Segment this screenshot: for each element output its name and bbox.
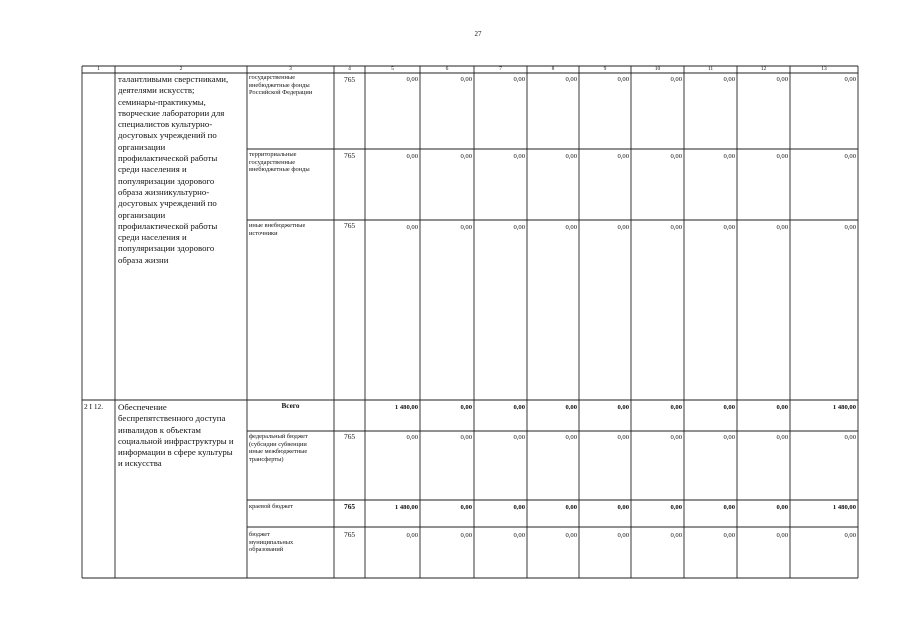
description-line: талантливыми сверстниками, bbox=[118, 74, 229, 84]
value-cell: 0,00 bbox=[670, 504, 682, 511]
description-line: беспрепятственного доступа bbox=[118, 413, 226, 424]
value-cell: 0,00 bbox=[670, 153, 682, 160]
value-cell: 0,00 bbox=[776, 434, 788, 441]
value-cell: 0,00 bbox=[723, 532, 735, 539]
description-line: досуговых учреждений по bbox=[118, 198, 217, 209]
funding-source bbox=[249, 531, 334, 554]
value-cell: 0,00 bbox=[776, 153, 788, 160]
activity-description bbox=[118, 74, 246, 266]
source-line: государственные bbox=[249, 74, 296, 81]
value-cell: 0,00 bbox=[776, 504, 788, 511]
source-line: государственные bbox=[249, 158, 296, 166]
value-cell: 0,00 bbox=[844, 76, 856, 83]
funding-source bbox=[249, 74, 334, 97]
value-cell: 0,00 bbox=[723, 504, 735, 511]
value-cell: 0,00 bbox=[513, 224, 525, 231]
value-cell: 1 480,00 bbox=[394, 504, 418, 511]
source-line: Российской Федерации bbox=[249, 89, 313, 97]
description-line: среди населения и bbox=[118, 232, 187, 243]
value-cell: 0,00 bbox=[844, 434, 856, 441]
source-line: иные внебюджетные bbox=[249, 222, 306, 229]
row-number: 2 I 12. bbox=[84, 402, 104, 411]
funding-source bbox=[249, 222, 334, 237]
value-cell: 0,00 bbox=[723, 153, 735, 160]
value-cell: 0,00 bbox=[460, 434, 472, 441]
value-cell: 0,00 bbox=[776, 532, 788, 539]
value-cell: 0,00 bbox=[723, 76, 735, 83]
value-cell: 0,00 bbox=[844, 224, 856, 231]
value-cell: 0,00 bbox=[844, 153, 856, 160]
funding-source bbox=[249, 433, 334, 463]
column-number: 2 bbox=[179, 66, 183, 72]
source-line: иные межбюджетные bbox=[249, 448, 308, 456]
value-cell: 0,00 bbox=[617, 404, 629, 411]
description-line: Обеспечение bbox=[118, 402, 167, 412]
value-cell: 0,00 bbox=[565, 76, 577, 83]
column-number: 8 bbox=[551, 66, 555, 72]
code-cell: 765 bbox=[344, 151, 356, 160]
value-cell: 0,00 bbox=[406, 76, 418, 83]
description-line: деятелями искусств; bbox=[118, 85, 195, 96]
value-cell: 0,00 bbox=[776, 76, 788, 83]
funding-source bbox=[247, 403, 334, 411]
value-cell: 0,00 bbox=[513, 153, 525, 160]
value-cell: 0,00 bbox=[617, 153, 629, 160]
code-cell: 765 bbox=[344, 502, 356, 511]
value-cell: 0,00 bbox=[723, 404, 735, 411]
code-cell: 765 bbox=[344, 432, 356, 441]
source-line: территориальные bbox=[249, 151, 297, 158]
value-cell: 0,00 bbox=[513, 434, 525, 441]
column-number: 9 bbox=[603, 66, 607, 72]
description-line: образа жизникультурно- bbox=[118, 186, 210, 197]
value-cell: 0,00 bbox=[617, 504, 629, 511]
value-cell: 0,00 bbox=[617, 532, 629, 539]
description-line: творческие лаборатории для bbox=[118, 107, 225, 118]
value-cell: 0,00 bbox=[776, 404, 788, 411]
description-line: досуговых учреждений по bbox=[118, 130, 217, 141]
value-cell: 0,00 bbox=[460, 224, 472, 231]
column-number: 13 bbox=[821, 66, 827, 72]
value-cell: 0,00 bbox=[723, 434, 735, 441]
value-cell: 0,00 bbox=[844, 532, 856, 539]
column-number: 3 bbox=[289, 66, 292, 72]
description-line: организации bbox=[118, 141, 166, 152]
value-cell: 1 480,00 bbox=[832, 504, 856, 511]
funding-source bbox=[249, 151, 334, 174]
value-cell: 0,00 bbox=[460, 76, 472, 83]
source-line: бюджет bbox=[249, 531, 270, 538]
code-cell: 765 bbox=[344, 75, 356, 84]
value-cell: 0,00 bbox=[565, 434, 577, 441]
code-cell: 765 bbox=[344, 530, 356, 539]
value-cell: 0,00 bbox=[776, 224, 788, 231]
value-cell: 0,00 bbox=[670, 224, 682, 231]
value-cell: 0,00 bbox=[565, 532, 577, 539]
value-cell: 0,00 bbox=[617, 434, 629, 441]
value-cell: 1 480,00 bbox=[394, 404, 418, 411]
description-line: популяризации здорового bbox=[118, 243, 215, 254]
value-cell: 0,00 bbox=[460, 504, 472, 511]
value-cell: 0,00 bbox=[406, 532, 418, 539]
source-line: образований bbox=[249, 546, 284, 554]
value-cell: 0,00 bbox=[406, 434, 418, 441]
value-cell: 0,00 bbox=[513, 532, 525, 539]
column-number: 4 bbox=[348, 66, 351, 72]
column-number: 6 bbox=[445, 66, 449, 72]
column-number: 1 bbox=[97, 66, 100, 72]
description-line: семинары-практикумы, bbox=[118, 96, 206, 107]
description-line: организации bbox=[118, 209, 166, 220]
value-cell: 0,00 bbox=[565, 153, 577, 160]
source-line: трансферты) bbox=[249, 455, 284, 463]
value-cell: 0,00 bbox=[406, 224, 418, 231]
column-number: 5 bbox=[391, 66, 394, 72]
column-number: 7 bbox=[499, 66, 502, 72]
value-cell: 0,00 bbox=[723, 224, 735, 231]
description-line: информации в сфере культуры bbox=[118, 447, 233, 458]
description-line: инвалидов к объектам bbox=[118, 424, 201, 435]
source-line: внебюджетные фонды bbox=[249, 81, 310, 89]
value-cell: 0,00 bbox=[565, 504, 577, 511]
source-line: федеральный бюджет bbox=[249, 433, 308, 440]
description-line: профилактической работы bbox=[118, 153, 218, 164]
column-number: 11 bbox=[707, 66, 714, 72]
value-cell: 0,00 bbox=[670, 404, 682, 411]
source-line: внебюджетные фонды bbox=[249, 166, 310, 174]
value-cell: 0,00 bbox=[565, 224, 577, 231]
description-line: образа жизни bbox=[118, 254, 169, 265]
value-cell: 0,00 bbox=[670, 76, 682, 83]
description-line: специалистов культурно- bbox=[118, 119, 213, 130]
description-line: популяризации здорового bbox=[118, 175, 215, 186]
description-line: профилактической работы bbox=[118, 220, 218, 231]
source-line: краевой бюджет bbox=[249, 503, 294, 510]
value-cell: 0,00 bbox=[565, 404, 577, 411]
value-cell: 0,00 bbox=[617, 76, 629, 83]
page-number: 27 bbox=[474, 30, 482, 38]
activity-description bbox=[118, 402, 248, 470]
value-cell: 0,00 bbox=[617, 224, 629, 231]
value-cell: 0,00 bbox=[406, 153, 418, 160]
source-line: (субсидии субвенции bbox=[249, 440, 307, 448]
value-cell: 0,00 bbox=[460, 532, 472, 539]
source-line: Всего bbox=[281, 402, 300, 410]
source-line: источники bbox=[249, 229, 278, 237]
value-cell: 0,00 bbox=[513, 504, 525, 511]
funding-source bbox=[249, 503, 334, 511]
value-cell: 0,00 bbox=[670, 532, 682, 539]
description-line: и искусства bbox=[118, 458, 162, 469]
value-cell: 0,00 bbox=[460, 153, 472, 160]
value-cell: 0,00 bbox=[670, 434, 682, 441]
value-cell: 1 480,00 bbox=[832, 404, 856, 411]
column-number: 12 bbox=[760, 66, 767, 72]
source-line: муниципальных bbox=[249, 538, 294, 546]
value-cell: 0,00 bbox=[460, 404, 472, 411]
value-cell: 0,00 bbox=[513, 76, 525, 83]
description-line: среди населения и bbox=[118, 164, 187, 175]
value-cell: 0,00 bbox=[513, 404, 525, 411]
description-line: социальной инфраструктуры и bbox=[118, 435, 234, 446]
column-number: 10 bbox=[654, 66, 661, 72]
code-cell: 765 bbox=[344, 221, 356, 230]
